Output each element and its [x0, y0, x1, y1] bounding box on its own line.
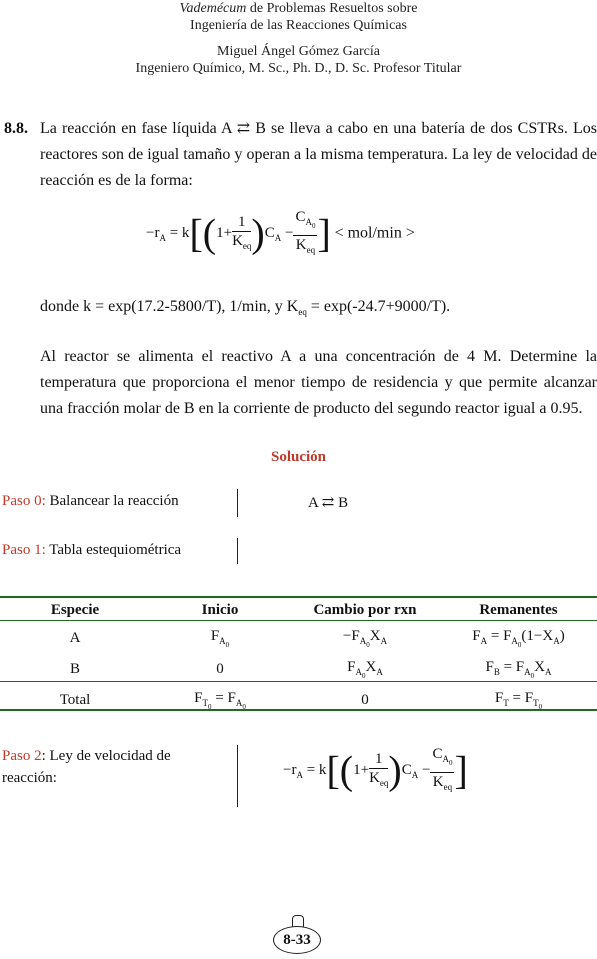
solution-title: Solución	[270, 449, 327, 465]
paso-2: Paso 2: Ley de velocidad de reacción:	[2, 748, 171, 786]
problem-number: 8.8.	[4, 120, 28, 137]
rate-units: < mol/min >	[334, 224, 415, 242]
cell-cambio: $F_{A_0}X_A$	[347, 659, 383, 680]
page-number: 8-33	[273, 926, 321, 954]
problem-paragraph-2: Al reactor se alimenta el reactivo A a una concentración de 4 M. Determine la temperatura que proporciona el menor tiempo de residencia y que permite alcanzar una fracción molar de B en la corriente de producto del segundo reactor igual a 0.95.	[40, 348, 597, 417]
divider-paso-2	[237, 745, 238, 807]
col-header-cambio: Cambio por rxn	[313, 601, 417, 618]
author-name: Miguel Ángel Gómez García	[217, 44, 380, 59]
divider-paso-0	[237, 489, 238, 517]
rate-law-equation: $-r_A = k[(1+$ $\frac{1}{K_{eq}}$ )$C_A$ − $\frac{C_{A_0}}{K_{eq}}$ ] < mol/min >	[146, 209, 415, 256]
cell-cambio: $-F_{A_0}X_A$	[342, 628, 388, 649]
cell-inicio: $F_{A_0}$	[210, 628, 230, 649]
rate-law-equation-paso-2: $-r_A = k[(1+$ $\frac{1}{K_{eq}}$ )$C_A$ − $\frac{C_{A_0}}{K_{eq}}$ ]	[283, 746, 468, 793]
cell-remanentes: $F_T = F_{T_0}$	[494, 690, 543, 711]
cell-cambio: 0	[361, 692, 369, 708]
cell-species: A	[69, 630, 81, 646]
divider-paso-1	[237, 538, 238, 564]
author-credentials: Ingeniero Químico, M. Sc., Ph. D., D. Sc. Profesor Titular	[135, 61, 462, 76]
table-row	[0, 623, 597, 654]
table-row	[0, 685, 597, 716]
cell-inicio: $F_{T_0} = F_{A_0}$	[194, 690, 246, 711]
col-header-especie: Especie	[50, 601, 100, 618]
paso-1: Paso 1: Tabla estequiométrica	[2, 542, 182, 558]
col-header-remanentes: Remanentes	[479, 601, 558, 618]
cell-species: Total	[59, 692, 91, 708]
col-header-inicio: Inicio	[201, 601, 239, 618]
running-header-line1: Vademécum de Problemas Resueltos sobre	[179, 1, 418, 16]
cell-species: B	[69, 661, 80, 677]
cell-remanentes: $F_B = F_{A_0}X_A$	[485, 659, 552, 680]
table-row	[0, 654, 597, 685]
problem-paragraph-1: La reacción en fase líquida A ⇄ B se lleva a cabo en una batería de dos CSTRs. Los reactores son de igual tamaño y operan a la misma temperatura. La ley de velocidad de reacción es de la forma:	[40, 120, 597, 189]
cell-remanentes: $F_A = F_{A_0}(1-X_A)$	[472, 628, 565, 649]
table-header-row	[0, 597, 597, 623]
rate-constants: donde k = exp(17.2-5800/T), 1/min, y $K_{eq} = \exp(-24.7+9000/T)$.	[40, 298, 451, 317]
balanced-reaction: A ⇄ B	[308, 495, 349, 511]
running-header-line2: Ingeniería de las Reacciones Químicas	[190, 18, 407, 33]
cell-inicio: 0	[216, 661, 224, 677]
paso-0: Paso 0: Balancear la reacción	[2, 493, 179, 509]
stoichiometric-table	[0, 597, 597, 716]
